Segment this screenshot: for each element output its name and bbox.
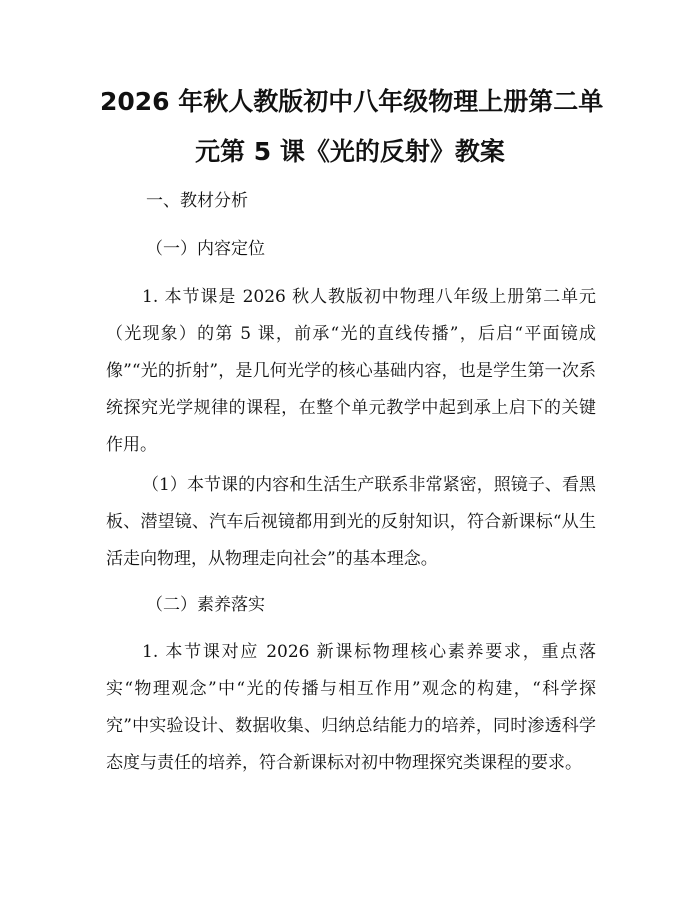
- subsection-heading-content-positioning: （一）内容定位: [146, 239, 265, 259]
- paragraph-core-literacy: 1. 本节课对应 2026 新课标物理核心素养要求，重点落实“物理观念”中“光的传播与相互作用”观念的构建，“科学探究”中实验设计、数据收集、归纳总结能力的培养，同时渗透科学态度与责任的培养，符合新课标对初中物理探究类课程的要求。: [106, 642, 596, 773]
- document-title-line-1: 2026 年秋人教版初中八年级物理上册第二单: [100, 87, 604, 116]
- subsection-heading-literacy-implementation: （二）素养落实: [146, 595, 265, 615]
- paragraph-content-positioning: 1. 本节课是 2026 秋人教版初中物理八年级上册第二单元（光现象）的第 5 课，前承“光的直线传播”，后启“平面镜成像”“光的折射”，是几何光学的核心基础内容，也是学生第一次系统探究光学规律的课程，在整个单元教学中起到承上启下的关键作用。: [106, 287, 596, 455]
- paragraph-life-connection: （1）本节课的内容和生活生产联系非常紧密，照镜子、看黑板、潜望镜、汽车后视镜都用到光的反射知识，符合新课标“从生活走向物理，从物理走向社会”的基本理念。: [106, 475, 596, 569]
- document-title-line-2: 元第 5 课《光的反射》教案: [195, 137, 505, 166]
- section-heading-textbook-analysis: 一、教材分析: [146, 191, 248, 211]
